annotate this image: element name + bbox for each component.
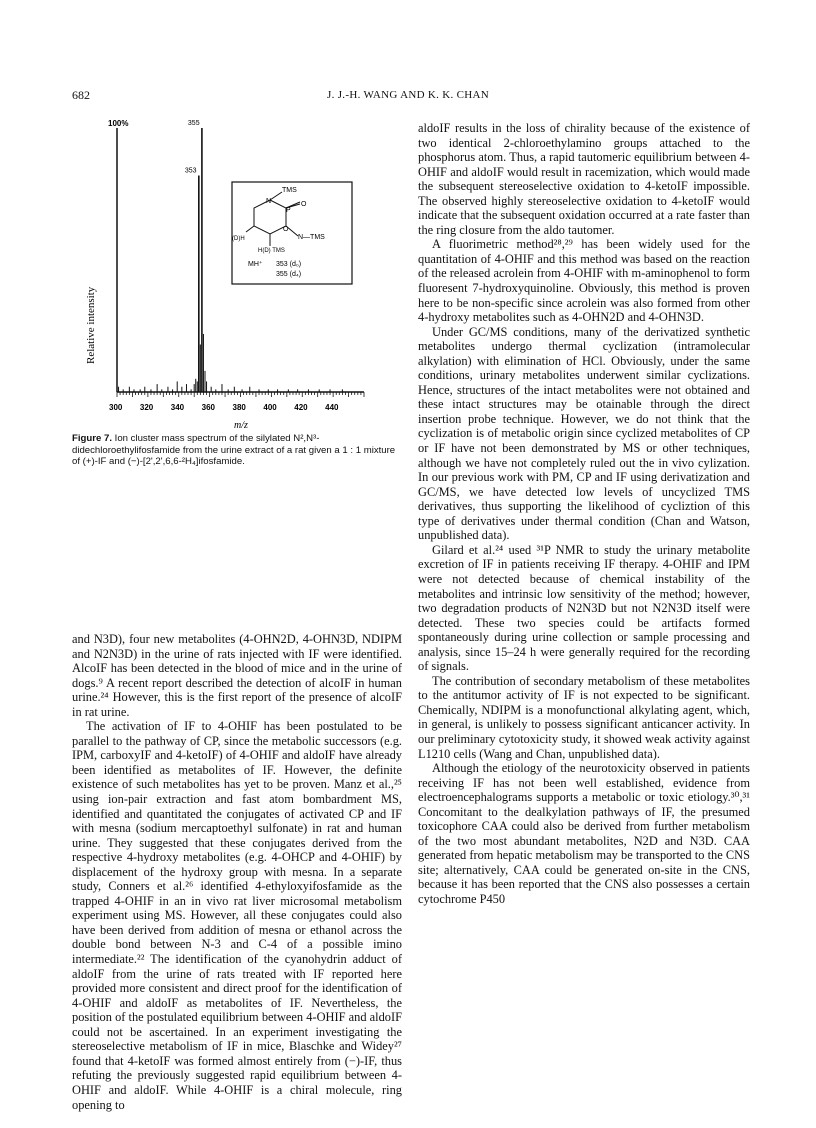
structure-mass-1: 353 (d₀) bbox=[276, 261, 302, 268]
x-tick-label: 420 bbox=[294, 403, 308, 412]
running-title: J. J.-H. WANG AND K. K. CHAN bbox=[327, 89, 489, 101]
structure-tms-top: TMS bbox=[282, 187, 297, 194]
paragraph: and N3D), four new metabolites (4-OHN2D, 4-OHN3D, NDIPM and N2N3D) in the urine of rats injected with IF were identified. AlcoIF has been detected in the blood of mice and in the urine of dogs.⁹ A recent report described the detection of alcoIF in human urine.²⁴ However, this is the first report of the presence of alcoIF in rat urine. bbox=[72, 632, 402, 719]
structure-o-dbl: O bbox=[301, 201, 307, 208]
x-tick-label: 400 bbox=[263, 403, 277, 412]
peak-label: 353 bbox=[184, 167, 197, 175]
structure-n-tms: N—TMS bbox=[298, 234, 325, 241]
structure-mh: MH⁺ bbox=[248, 261, 263, 268]
x-tick-label: 340 bbox=[170, 403, 185, 412]
y-top-label: 100% bbox=[108, 119, 129, 128]
figure-caption-label: Figure 7. bbox=[72, 433, 112, 444]
x-tick-label: 320 bbox=[139, 403, 154, 412]
structure-mass-2: 355 (d₄) bbox=[276, 271, 302, 278]
figure-caption-text: Ion cluster mass spectrum of the silylated N²,N³-didechloroethylifosfamide from the urine extract of a rat given a 1 : 1 mixture of (+)-IF and (−)-[2',2',6,6-²H₄]ifosfamide. bbox=[72, 433, 396, 468]
x-axis-label: m/z bbox=[234, 420, 248, 430]
figure-caption bbox=[72, 433, 402, 468]
paragraph: A fluorimetric method²⁸,²⁹ has been widely used for the quantitation of 4-OHIF and this method was based on the reaction of the released acrolein from 4-OHIF with m-aminophenol to form fluoresent 7-hydroxyquinoline. Obviously, this method is proven here to be non-specific since acrolein was also formed from other 4-hydroxy metabolites such as 4-OHN2D and 4-OHN3D. bbox=[418, 237, 750, 325]
paragraph: The activation of IF to 4-OHIF has been postulated to be parallel to the pathway of CP, since the metabolic successors (e.g. IPM, carboxyIF and 4-ketoIF) of 4-OHIF and aldoIF have already been identified as metabolites of IF. However, the definite existence of such metabolites has yet to be proven. Manz et al.,²⁵ using ion-pair extraction and fast atom bombardment MS, identified and quantitated the conjugates of activated CP and IF with mesna (sodium mercaptoethyl sulfonate) in rat and human urine. They suggested that these conjugates derived from the respective 4-hydroxy metabolites (e.g. 4-OHCP and 4-OHIF) by displacement of the hydroxy group with mesna. In a separate study, Conners et al.²⁶ identified 4-ethyloxyifosfamide as the trapped 4-OHIF in an in vivo rat liver microsomal metabolism experiment using MS. However, all these conjugates could also have been derived from addition of mesna or ethanol across the double bond between N-3 and C-4 of a possible imino intermediate.²² The identification of the cyanohydrin adduct of aldoIF from the urine of rats treated with IF reported here provided more consistent and direct proof for the identification of 4-OHIF and aldoIF as metabolites of IF. Nevertheless, the position of the postulated equilibrium between 4-OHIF and aldoIF could not be ascertained. In an experiment investigating the stereoselective metabolism of IF in mice, Blaschke and Widey²⁷ found that 4-ketoIF was formed almost entirely from (−)-IF, thus refuting the previously suggested rapid equilibrium between 4-OHIF and aldoIF. While 4-OHIF is a chiral molecule, ring opening to bbox=[72, 719, 402, 1112]
structure-inset bbox=[232, 182, 352, 284]
x-tick-label: 380 bbox=[232, 403, 246, 412]
mass-spectrum-figure bbox=[72, 112, 402, 430]
x-tick-label: 300 bbox=[109, 403, 123, 412]
y-axis-label: Relative intensity bbox=[85, 286, 97, 364]
paragraph: aldoIF results in the loss of chirality because of the existence of two identical 2-chloroethylamino groups attached to the phosphorus atom. Thus, a rapid tautomeric equilibrium between 4-OHIF and aldoIF would result in racemization, which would made the subsequent stereoselective oxidation to 4-ketoIF impossible. The observed highly stereoselective oxidation to 4-ketoIF would indicate that the subsequent oxidation occurred at a rate faster than the ring closure from the aldo tautomer. bbox=[418, 121, 750, 237]
page-number: 682 bbox=[72, 88, 90, 102]
paragraph: Gilard et al.²⁴ used ³¹P NMR to study the urinary metabolite excretion of IF in patients receiving IF therapy. 4-OHIF and IPM were not detected because of chemical instability of the metabolites and intrinsic low sensitivity of the method; however, two degradation products of N2N3D but not N2N3D itself were detected. These two species could be artifacts formed spontaneously during urine collection or sample processing and analysis, since 15–24 h were generally required for the recording of signals. bbox=[418, 542, 750, 674]
structure-hd-tms: H(D) TMS bbox=[258, 248, 285, 254]
structure-o-ring: O bbox=[283, 226, 289, 233]
x-tick-label: 440 bbox=[325, 403, 339, 412]
peak-label: 355 bbox=[187, 120, 200, 127]
paragraph: The contribution of secondary metabolism of these metabolites to the antitumor activity of IF is not expected to be significant. Chemically, NDIPM is a monofunctional alkylating agent, which, in general, is unlikely to possess significant anticancer activity. In our preliminary cytotoxicity study, it showed weak activity against L1210 cells (Wang and Chan, unpublished data). bbox=[418, 673, 750, 761]
structure-d-h: (D)H bbox=[232, 236, 245, 242]
paragraph: Although the etiology of the neurotoxicity observed in patients receiving IF has not been well established, evidence from electroencephalograms supports a metabolic or toxic etiology.³⁰,³¹ Concomitant to the dealkylation pathways of IF, the presumed toxicophore CAA could also be derived from further metabolism of the two most abundant metabolites, N2D and N3D. CAA generated from hepatic metabolism may be transported to the CNS site; alternatively, CAA could be generated on-site in the CNS, because it has been reported that the CNS also possesses a certain cytochrome P450 bbox=[418, 761, 750, 906]
right-column bbox=[418, 121, 750, 907]
structure-n-ring: N bbox=[266, 198, 272, 205]
structure-p-ring: P bbox=[286, 207, 291, 214]
left-column bbox=[72, 632, 402, 1112]
x-tick-label: 360 bbox=[201, 403, 215, 412]
paragraph: Under GC/MS conditions, many of the derivatized synthetic metabolites undergo thermal cyclization (intramolecular alkylation) with elimination of HCl. Obviously, under the same conditions, urinary metabolites underwent similar cyclizations. Hence, structures of the intact metabolites were not obtained and these intact structures may be otainable through the direct insertion probe technique. However, we do not think that the cyclization is of metabolic origin since cyclized metabolites of CP or IF have not been demonstrated by MS or other techniques, although we have not completely ruled out the in vivo cylization. In our previous work with PM, CP and IF using derivatization and GC/MS, we have detected low levels of uncyclized TMS derivatives, thus supporting the likelihood of cycliztion of this type of derivatives under thermal condition (Chan and Watson, unpublished data). bbox=[418, 324, 750, 543]
